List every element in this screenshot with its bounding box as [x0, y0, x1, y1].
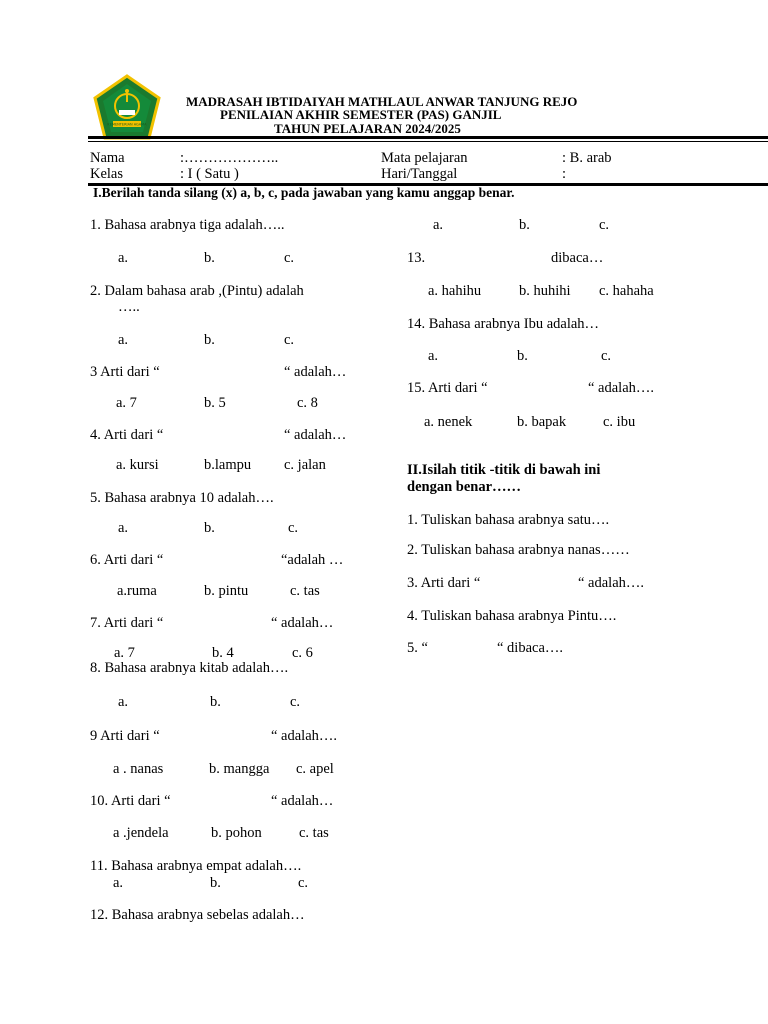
q9-option-b: b. mangga: [209, 761, 270, 777]
section1-title: I.Berilah tanda silang (x) a, b, c, pada jawaban yang kamu anggap benar.: [93, 185, 515, 200]
exam-title: PENILAIAN AKHIR SEMESTER (PAS) GANJIL: [220, 107, 502, 122]
q3-option-c: c. 8: [297, 395, 318, 411]
question-9-end: “ adalah….: [271, 728, 338, 744]
question-9: 9 Arti dari “: [90, 728, 160, 744]
q5-option-a: a.: [118, 520, 129, 536]
header-rule: [88, 136, 768, 139]
question-2-cont: …..: [118, 299, 140, 315]
q6-option-a: a.ruma: [117, 583, 157, 599]
question-2: 2. Dalam bahasa arab ,(Pintu) adalah: [90, 283, 304, 299]
q9-option-c: c. apel: [296, 761, 334, 777]
q8-option-c: c.: [290, 694, 301, 710]
q3-option-b: b. 5: [204, 395, 226, 411]
question-6-end: “adalah …: [281, 552, 344, 568]
q14-option-a: a.: [428, 348, 439, 364]
essay-1: 1. Tuliskan bahasa arabnya satu….: [407, 512, 610, 528]
question-15: 15. Arti dari “: [407, 380, 488, 396]
question-3: 3 Arti dari “: [90, 364, 160, 380]
q12-option-a: a.: [433, 217, 444, 233]
question-15-end: “ adalah….: [588, 380, 655, 396]
q15-option-b: b. bapak: [517, 414, 567, 430]
q1-option-c: c.: [284, 250, 295, 266]
q11-option-b: b.: [210, 875, 221, 891]
q10-option-a: a .jendela: [113, 825, 169, 841]
academic-year: TAHUN PELAJARAN 2024/2025: [274, 121, 461, 136]
q13-option-a: a. hahihu: [428, 283, 482, 299]
q12-option-b: b.: [519, 217, 530, 233]
hari-label: Hari/Tanggal: [381, 166, 458, 182]
q7-option-c: c. 6: [292, 645, 313, 661]
question-11: 11. Bahasa arabnya empat adalah….: [90, 858, 302, 874]
kelas-value: : I ( Satu ): [180, 166, 239, 182]
question-5: 5. Bahasa arabnya 10 adalah….: [90, 490, 274, 506]
q13-option-c: c. hahaha: [599, 283, 654, 299]
q2-option-b: b.: [204, 332, 215, 348]
q1-option-a: a.: [118, 250, 129, 266]
mapel-value: : B. arab: [562, 150, 612, 166]
q6-option-c: c. tas: [290, 583, 320, 599]
essay-5-end: “ dibaca….: [497, 640, 564, 656]
kelas-label: Kelas: [90, 166, 124, 182]
q15-option-c: c. ibu: [603, 414, 636, 430]
q11-option-a: a.: [113, 875, 124, 891]
q7-option-a: a. 7: [114, 645, 135, 661]
essay-5: 5. “: [407, 640, 428, 656]
question-7-end: “ adalah…: [271, 615, 334, 631]
essay-2: 2. Tuliskan bahasa arabnya nanas……: [407, 542, 630, 558]
q7-option-b: b. 4: [212, 645, 234, 661]
school-name: MADRASAH IBTIDAIYAH MATHLAUL ANWAR TANJUNG REJO: [186, 94, 578, 109]
question-10: 10. Arti dari “: [90, 793, 171, 809]
header-rule-thin: [88, 141, 768, 142]
question-1: 1. Bahasa arabnya tiga adalah…..: [90, 217, 285, 233]
question-3-end: “ adalah…: [284, 364, 347, 380]
question-4-end: “ adalah…: [284, 427, 347, 443]
q4-option-b: b.lampu: [204, 457, 252, 473]
essay-3-end: “ adalah….: [578, 575, 645, 591]
q8-option-b: b.: [210, 694, 221, 710]
q4-option-a: a. kursi: [116, 457, 159, 473]
q8-option-a: a.: [118, 694, 129, 710]
question-14: 14. Bahasa arabnya Ibu adalah…: [407, 316, 600, 332]
essay-4: 4. Tuliskan bahasa arabnya Pintu….: [407, 608, 617, 624]
q5-option-c: c.: [288, 520, 299, 536]
question-6: 6. Arti dari “: [90, 552, 164, 568]
q13-option-b: b. huhihi: [519, 283, 571, 299]
q4-option-c: c. jalan: [284, 457, 326, 473]
q11-option-c: c.: [298, 875, 309, 891]
q10-option-b: b. pohon: [211, 825, 262, 841]
q9-option-a: a . nanas: [113, 761, 164, 777]
question-13-end: dibaca…: [551, 250, 604, 266]
q14-option-b: b.: [517, 348, 528, 364]
q5-option-b: b.: [204, 520, 215, 536]
question-13: 13.: [407, 250, 426, 266]
q14-option-c: c.: [601, 348, 612, 364]
q2-option-c: c.: [284, 332, 295, 348]
mapel-label: Mata pelajaran: [381, 150, 468, 166]
q10-option-c: c. tas: [299, 825, 329, 841]
essay-3: 3. Arti dari “: [407, 575, 481, 591]
question-4: 4. Arti dari “: [90, 427, 164, 443]
q6-option-b: b. pintu: [204, 583, 249, 599]
question-10-end: “ adalah…: [271, 793, 334, 809]
nama-label: Nama: [90, 150, 125, 166]
q2-option-a: a.: [118, 332, 129, 348]
q12-option-c: c.: [599, 217, 610, 233]
question-12: 12. Bahasa arabnya sebelas adalah…: [90, 907, 305, 923]
section2-title: II.Isilah titik -titik di bawah ini: [407, 462, 601, 478]
question-8: 8. Bahasa arabnya kitab adalah….: [90, 660, 289, 676]
q1-option-b: b.: [204, 250, 215, 266]
logo-text: KEMENTERIAN AGAMA: [107, 122, 147, 127]
q3-option-a: a. 7: [116, 395, 137, 411]
nama-value: :………………..: [180, 150, 279, 166]
q15-option-a: a. nenek: [424, 414, 473, 430]
kemenag-logo: [93, 74, 161, 142]
question-7: 7. Arti dari “: [90, 615, 164, 631]
hari-value: :: [562, 166, 567, 182]
section2-title-cont: dengan benar……: [407, 479, 522, 495]
